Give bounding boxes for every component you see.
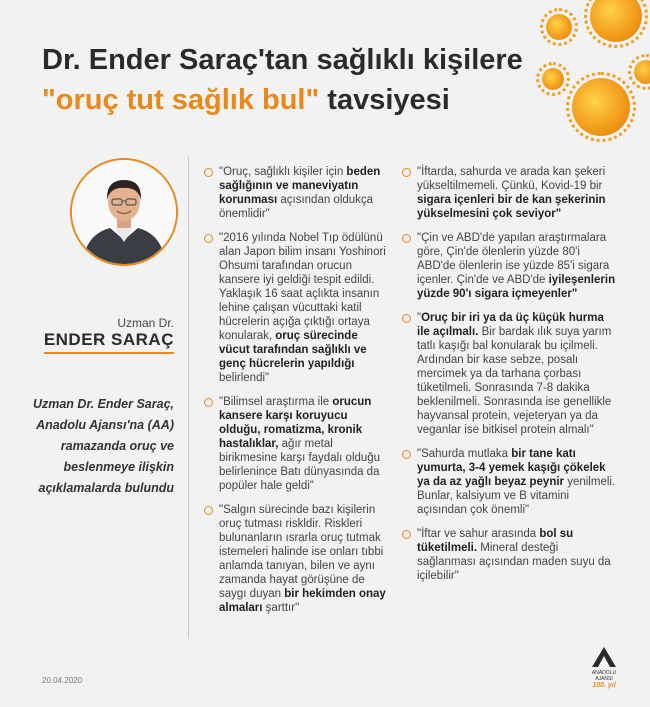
quote-text: belirlendi" <box>219 372 270 384</box>
quote-bold-text: orucun kansere karşı koruyucu olduğu, romatizma, kronik hastalıklar, <box>219 396 372 450</box>
aa-logo-sub: 100. yıl <box>592 682 616 689</box>
virus-illustration <box>546 14 572 40</box>
quote-text: Mineral desteği sağlanması açısından maden suyu da içilebilir" <box>417 542 611 582</box>
quote-item <box>204 395 390 493</box>
quote-item <box>402 231 616 301</box>
quote-text: "İftar ve sahur arasında <box>417 528 540 540</box>
quote-item <box>402 527 616 583</box>
quotes-column-left <box>204 165 390 625</box>
quote-text: ağır metal birikmesine karşı faydalı olduğu belirlenince Batı dünyasında da popüler hale geldi" <box>219 438 381 492</box>
quote-bold-text: Oruç bir iri ya da üç küçük hurma ile açılmalı. <box>417 312 604 338</box>
virus-illustration <box>572 78 630 136</box>
quote-bold-text: sigara içenleri bir de kan şekerinin yükselmesini çok seviyor" <box>417 194 606 220</box>
quote-item <box>204 231 390 385</box>
quote-text: "Salgın sürecinde bazı kişilerin oruç tutması riskldir. Riskleri bulunanların ısrarla oruç tutmak istemeleri halinde ise onları tıbbi anlamda tanıyan, bilen ve aynı zamanda hayat görüşüne de saygı duyan <box>219 504 384 600</box>
quote-bold-text: bir tane katı yumurta, 3-4 yemek kaşığı çökelek ya da az yağlı beyaz peynir <box>417 448 606 488</box>
name-divider <box>44 352 174 354</box>
page-title <box>42 40 523 120</box>
publish-date: 20.04.2020 <box>42 676 83 685</box>
quote-text: " <box>417 312 422 324</box>
title-highlight: "oruç tut sağlık bul" <box>42 84 320 116</box>
quote-text: Bir bardak ılık suya yarım tatlı kaşığı bal konularak bu içilmeli. Ardından bir kase sebze, posalı mercimek ya da tarhana çorbası tüketilmeli. Sonrasında 7-8 dakika beklenilmeli. Sonrasında ise genellikle hayvansal protein, vejeteryan ya da veganlar ise bitkisel protein almalı" <box>417 326 612 436</box>
quote-item <box>204 165 390 221</box>
quote-item <box>402 311 616 437</box>
quote-bold-text: bol su tüketilmeli. <box>417 528 574 554</box>
quote-text: şarttır" <box>262 602 300 614</box>
quote-bold-text: beden sağlığının ve maneviyatın korunması <box>219 166 381 206</box>
quote-text: "Sahurda mutlaka <box>417 448 512 460</box>
quote-text: yenilmeli. Bunlar, kalsiyum ve B vitamini açısından çok önemli" <box>417 476 616 516</box>
quote-bold-text: iyileşenlerin yüzde 90'ı sigara içmeyenler" <box>417 274 616 300</box>
profile-name: ENDER SARAÇ <box>43 330 174 349</box>
quotes-column-right <box>402 165 616 593</box>
person-icon <box>72 160 176 264</box>
virus-illustration <box>542 68 564 90</box>
quote-text: açısından oldukça önemlidir" <box>219 194 374 220</box>
quote-text: "Oruç, sağlıklı kişiler için <box>219 166 347 178</box>
vertical-divider <box>188 157 189 639</box>
quote-text: "2016 yılında Nobel Tıp ödülünü alan Japon bilim insanı Yoshinori Ohsumi tarafından orucun kansere iyi geldiği tespit edildi. Yaklaşık 16 saat açlıkta insanın lehine çalışan vücuttaki katil hücrelerin açığa çıktığı ortaya konularak, <box>219 232 386 342</box>
quote-bold-text: oruç sürecinde vücut tarafından sağlıklı ve genç hücrelerin yapıldığı <box>219 330 367 370</box>
aa-logo <box>586 646 622 689</box>
quote-item <box>402 447 616 517</box>
title-line-1: Dr. Ender Saraç'tan sağlıklı kişilere <box>42 44 523 76</box>
quote-text: "Bilimsel araştırma ile <box>219 396 333 408</box>
quote-item <box>204 503 390 615</box>
virus-illustration <box>634 60 650 84</box>
quote-item <box>402 165 616 221</box>
intro-text: Uzman Dr. Ender Saraç, Anadolu Ajansı'na (AA) ramazanda oruç ve beslenmeye ilişkin açıklamalarda bulundu <box>32 397 174 495</box>
title-line-2-rest: tavsiyesi <box>319 84 450 116</box>
aa-logo-icon <box>591 646 617 668</box>
quote-text: "İftarda, sahurda ve arada kan şekeri yükseltilmemeli. Çünkü, Kovid-19 bir <box>417 166 606 192</box>
virus-illustration <box>590 0 642 42</box>
portrait-photo <box>70 158 178 266</box>
quote-text: "Çin ve ABD'de yapılan araştırmalara göre, Çin'de ölenlerin yüzde 80'i ABD'de ölenlerin ise yüzde 85'i sigara içenler. Çin'de ve ABD'de <box>417 232 610 286</box>
profile-role: Uzman Dr. <box>117 316 174 330</box>
aa-logo-text: ANADOLU AJANSI <box>591 670 617 682</box>
quote-bold-text: bir hekimden onay almaları <box>219 588 386 614</box>
